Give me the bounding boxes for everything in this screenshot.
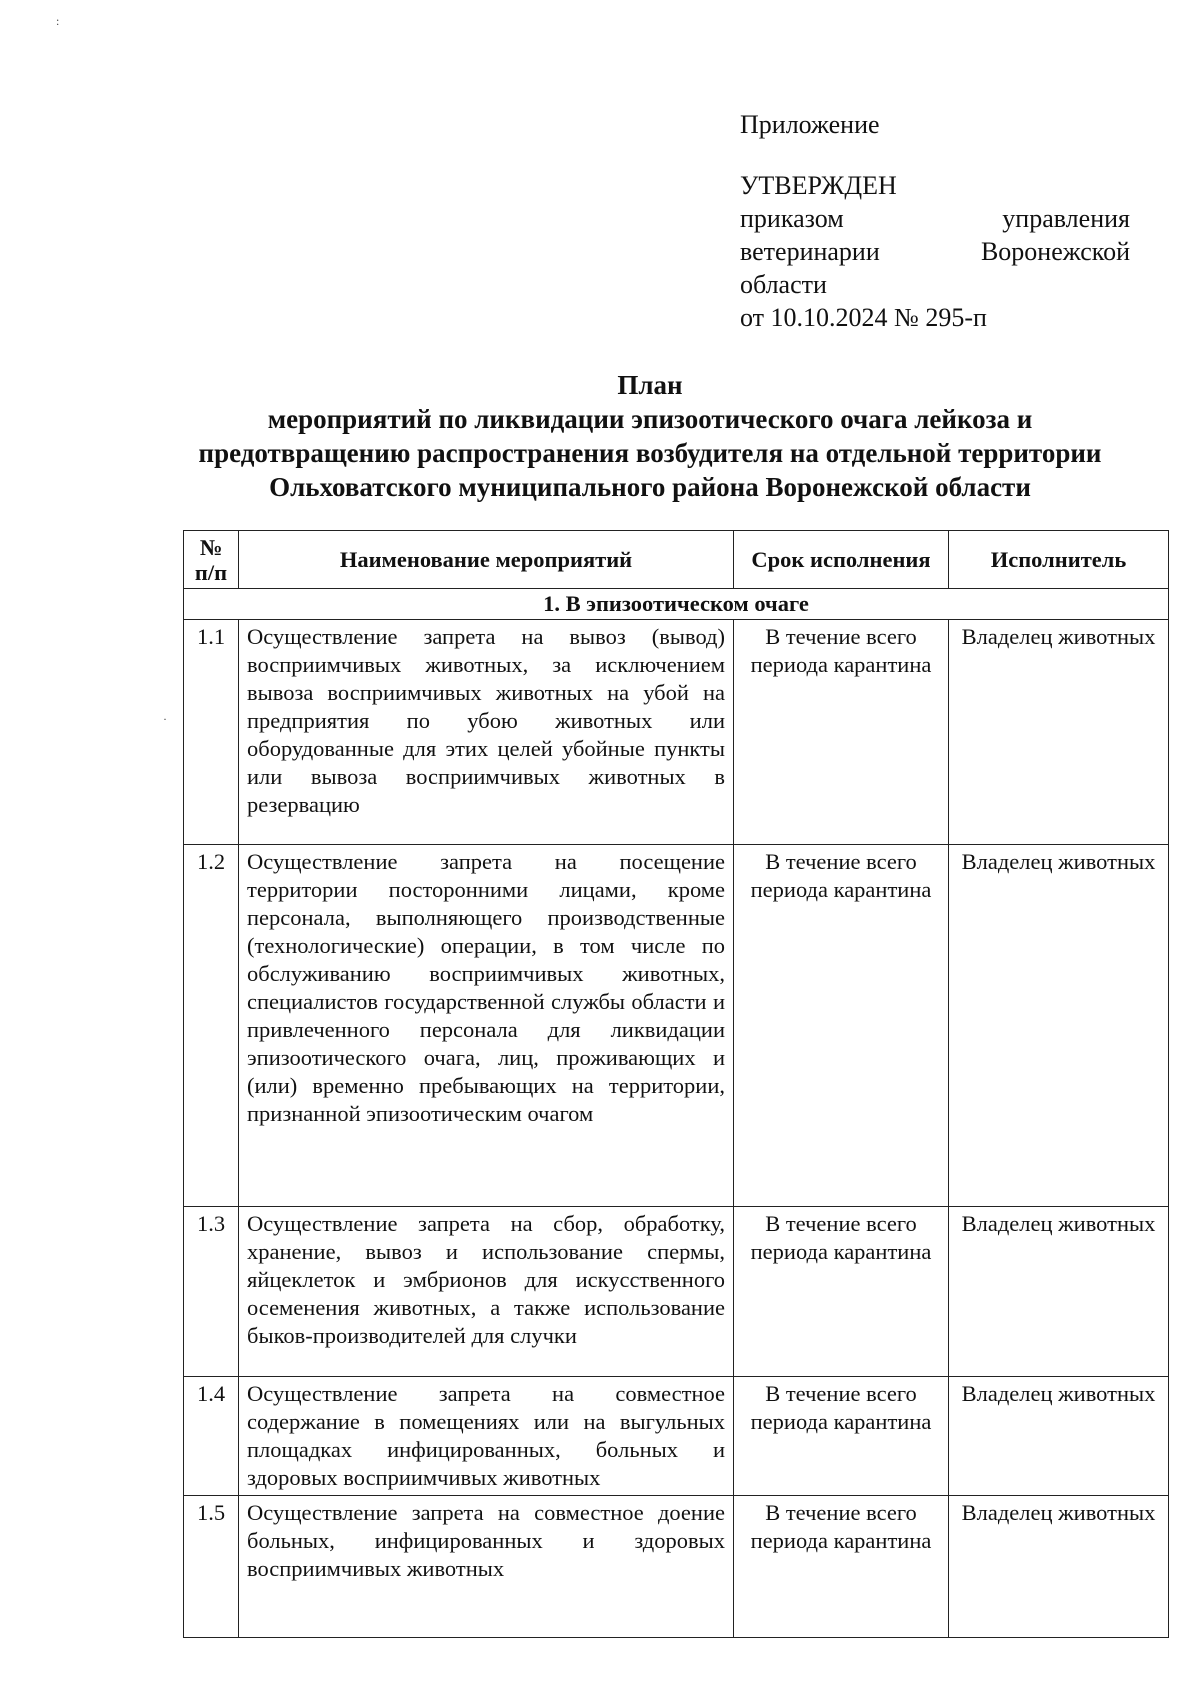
row-term: В течение всего периода карантина (734, 1496, 949, 1638)
plan-table (183, 530, 1169, 1638)
approval-word: приказом (740, 204, 844, 233)
scan-mark: · (163, 712, 167, 726)
order-reference: от 10.10.2024 № 295-п (740, 303, 987, 332)
col-header-exec: Исполнитель (949, 531, 1169, 589)
approval-word: Воронежской (980, 237, 1130, 266)
row-term: В течение всего периода карантина (734, 620, 949, 845)
approval-line-3: области (740, 270, 827, 299)
row-name: Осуществление запрета на вывоз (вывод) восприимчивых животных, за исключением вывоза восприимчивых животных на убой на предприятия по убою животных или оборудованные для этих целей убойные пункты или вывоза восприимчивых животных в резервацию (239, 620, 734, 845)
table-row (184, 845, 1169, 1207)
row-exec: Владелец животных (949, 620, 1169, 845)
row-num: 1.2 (184, 845, 239, 1207)
table-header-row (184, 531, 1169, 589)
row-term: В течение всего периода карантина (734, 1377, 949, 1496)
document-title (160, 368, 1140, 504)
row-name: Осуществление запрета на посещение территории посторонними лицами, кроме персонала, выполняющего производственные (технологические) операции, в том числе по обслуживанию восприимчивых животных, специалистов государственной службы области и привлеченного персонала для ликвидации эпизоотического очага, лиц, проживающих и (или) временно пребывающих на территории, признанной эпизоотическим очагом (239, 845, 734, 1207)
section-row (184, 589, 1169, 620)
row-exec: Владелец животных (949, 1377, 1169, 1496)
title-line: мероприятий по ликвидации эпизоотического очага лейкоза и (267, 404, 1033, 434)
title-line: План (617, 370, 683, 400)
approval-line-2 (740, 235, 1130, 268)
col-header-term: Срок исполнения (734, 531, 949, 589)
section-title: 1. В эпизоотическом очаге (184, 589, 1169, 620)
approval-word: ветеринарии (740, 237, 880, 266)
row-num: 1.5 (184, 1496, 239, 1638)
title-line: Ольховатского муниципального района Воронежской области (269, 472, 1031, 502)
row-name: Осуществление запрета на совместное доение больных, инфицированных и здоровых восприимчивых животных (239, 1496, 734, 1638)
row-name: Осуществление запрета на совместное содержание в помещениях или на выгульных площадках инфицированных, больных и здоровых восприимчивых животных (239, 1377, 734, 1496)
row-name: Осуществление запрета на сбор, обработку, хранение, вывоз и использование спермы, яйцеклеток и эмбрионов для искусственного осеменения животных, а также использование быков-производителей для случки (239, 1207, 734, 1377)
col-header-num: № п/п (184, 531, 239, 589)
row-num: 1.4 (184, 1377, 239, 1496)
approval-line-1 (740, 202, 1130, 235)
scan-mark: : (56, 14, 60, 28)
row-exec: Владелец животных (949, 845, 1169, 1207)
approval-block (740, 108, 1130, 334)
approved-label: УТВЕРЖДЕН (740, 171, 897, 200)
title-line: предотвращению распространения возбудителя на отдельной территории (198, 438, 1102, 468)
row-exec: Владелец животных (949, 1496, 1169, 1638)
table-row (184, 1207, 1169, 1377)
row-term: В течение всего периода карантина (734, 1207, 949, 1377)
col-header-name: Наименование мероприятий (239, 531, 734, 589)
row-term: В течение всего периода карантина (734, 845, 949, 1207)
row-num: 1.3 (184, 1207, 239, 1377)
approval-word: управления (1002, 204, 1130, 233)
row-num: 1.1 (184, 620, 239, 845)
appendix-label: Приложение (740, 110, 880, 139)
table-row (184, 1377, 1169, 1496)
table-row (184, 620, 1169, 845)
table-row (184, 1496, 1169, 1638)
row-exec: Владелец животных (949, 1207, 1169, 1377)
